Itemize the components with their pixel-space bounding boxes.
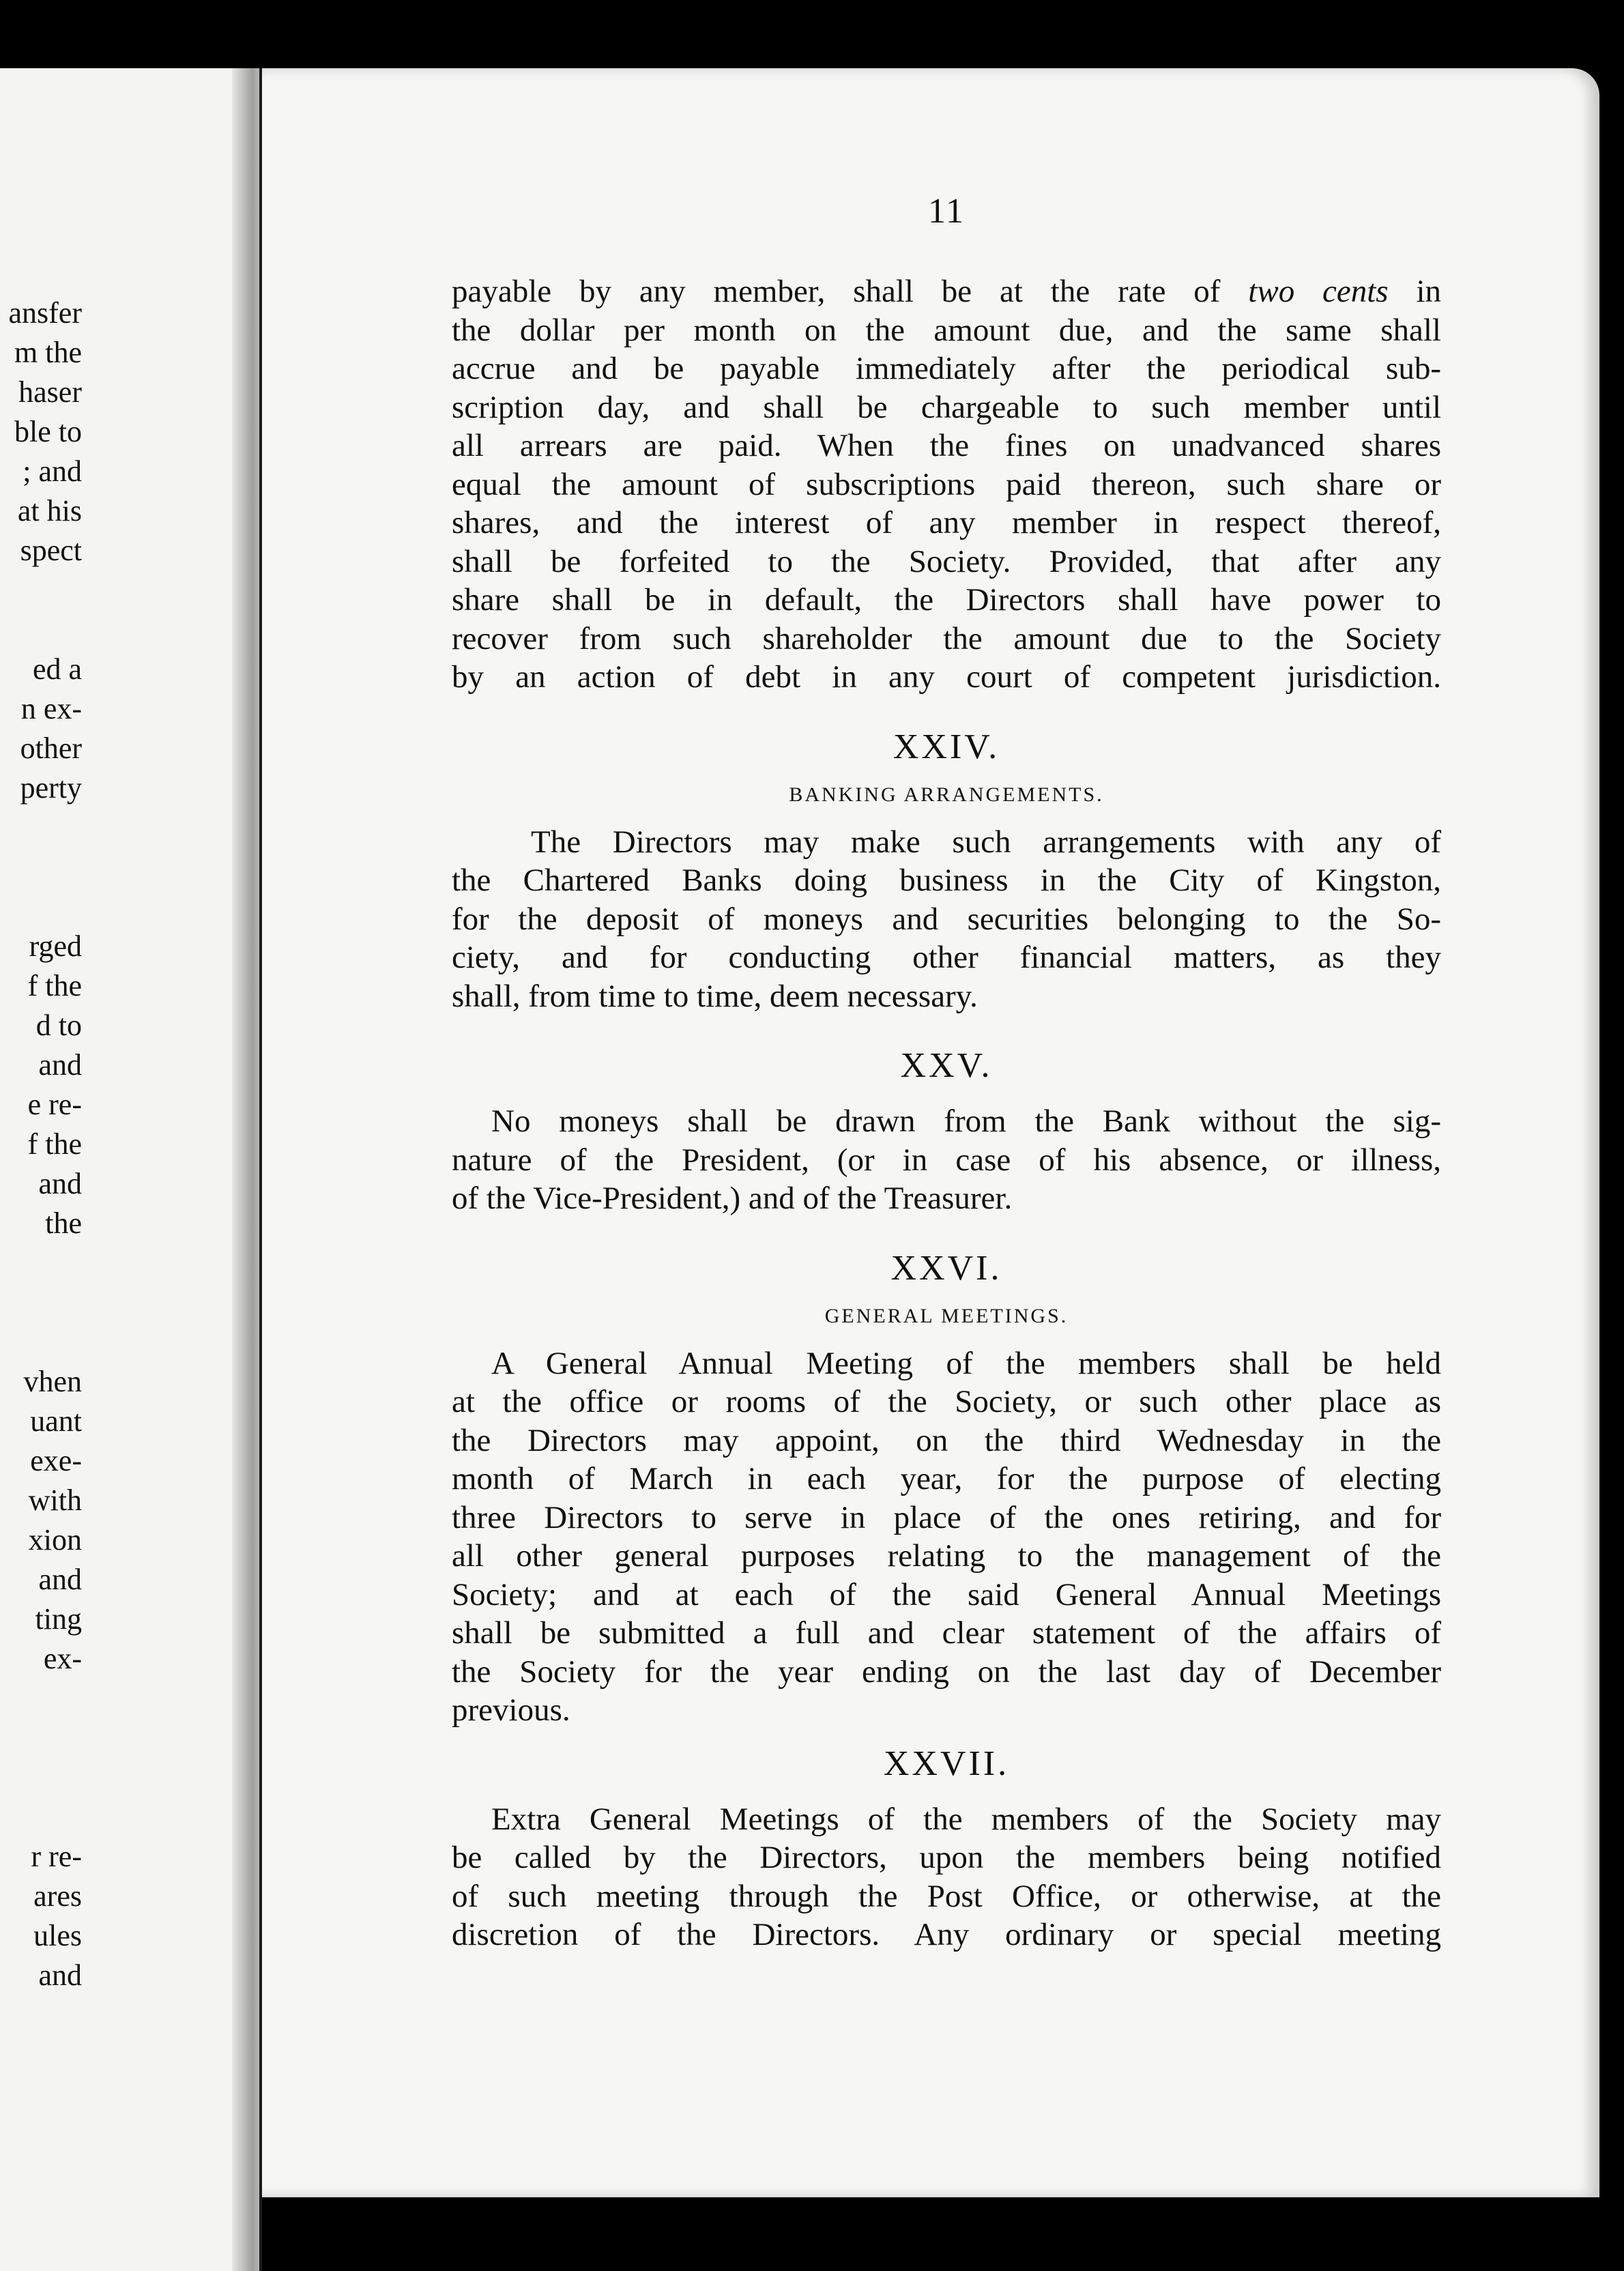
previous-page-line-fragment: e re- — [27, 1088, 82, 1121]
previous-page-line-fragment: with — [28, 1484, 82, 1517]
text-line: for the deposit of moneys and securities belonging to the So- — [452, 901, 1441, 937]
text-line: of such meeting through the Post Office, or otherwise, at the — [452, 1878, 1441, 1914]
article-27-text — [452, 1800, 1441, 1954]
previous-page-line-fragment: ting — [35, 1602, 82, 1636]
text-line: shares, and the interest of any member in respect thereof, — [452, 505, 1441, 540]
previous-page-line-fragment: and — [38, 1048, 82, 1082]
italic-text: two cents — [1248, 274, 1389, 309]
previous-page-line-fragment: at his — [17, 494, 82, 527]
text-line: share shall be in default, the Directors shall have power to — [452, 582, 1441, 618]
article-number: XXIV. — [893, 727, 1000, 766]
text-line: nature of the President, (or in case of his absence, or illness, — [452, 1142, 1441, 1178]
text-line: ciety, and for conducting other financial matters, as they — [452, 940, 1441, 975]
article-25-text — [452, 1102, 1441, 1218]
text-line: the Society for the year ending on the last day of December — [452, 1653, 1441, 1690]
previous-page-line-fragment: ansfer — [8, 296, 82, 330]
text-line: shall be submitted a full and clear statement of the affairs of — [452, 1615, 1441, 1651]
text-line: A General Annual Meeting of the members shall be held — [491, 1345, 1441, 1381]
text-line: of the Vice-President,) and of the Treasurer. — [452, 1181, 1013, 1216]
paragraph-continued — [452, 272, 1441, 697]
text-line: discretion of the Directors. Any ordinary or special meeting — [452, 1917, 1441, 1952]
text-line: payable by any member, shall be at the rate of two cents in — [452, 274, 1442, 309]
previous-page-line-fragment: the — [45, 1206, 82, 1240]
previous-page-line-fragment: m the — [14, 336, 82, 369]
previous-page-line-fragment: perty — [20, 771, 82, 805]
previous-page-line-fragment: and — [38, 1167, 82, 1200]
previous-page-line-fragment: f the — [27, 1127, 82, 1161]
text-line: equal the amount of subscriptions paid thereon, such share or — [452, 466, 1441, 502]
previous-page-line-fragment: ed a — [32, 652, 82, 686]
previous-page-line-fragment: haser — [18, 375, 82, 409]
text-line: all arrears are paid. When the fines on unadvanced shares — [452, 428, 1441, 463]
text-line: accrue and be payable immediately after the periodical sub- — [452, 351, 1441, 386]
previous-page-line-fragment: ares — [33, 1879, 82, 1913]
article-heading: GENERAL MEETINGS. — [824, 1304, 1069, 1327]
previous-page-line-fragment: f the — [27, 969, 82, 1002]
previous-page-line-fragment: exe- — [30, 1444, 82, 1477]
previous-page — [0, 68, 262, 2271]
text-line: Society; and at each of the said General Annual Meetings — [452, 1576, 1441, 1612]
text-line: month of March in each year, for the purpose of electing — [452, 1461, 1441, 1496]
text-line: be called by the Directors, upon the members being notified — [452, 1840, 1441, 1875]
previous-page-line-fragment: d to — [35, 1009, 82, 1042]
text-line: the Directors may appoint, on the third Wednesday in the — [452, 1422, 1441, 1458]
previous-page-line-fragment: xion — [28, 1523, 82, 1557]
page-number: 11 — [927, 192, 966, 231]
text-line: previous. — [452, 1692, 570, 1728]
previous-page-line-fragment: uant — [30, 1404, 82, 1438]
text-line: the dollar per month on the amount due, and the same shall — [452, 312, 1441, 348]
text-line: Extra General Meetings of the members of the Society may — [491, 1801, 1441, 1837]
previous-page-line-fragment: spect — [20, 534, 82, 567]
text-line: shall, from time to time, deem necessary. — [452, 978, 978, 1014]
article-heading: BANKING ARRANGEMENTS. — [789, 783, 1104, 806]
text-line: all other general purposes relating to the management of the — [452, 1538, 1441, 1574]
previous-page-line-fragment: ex- — [43, 1642, 82, 1675]
previous-page-line-fragment: r re- — [31, 1840, 82, 1873]
previous-page-line-fragment: and — [38, 1958, 82, 1992]
article-number: XXVII. — [883, 1744, 1010, 1783]
text-line: three Directors to serve in place of the ones retiring, and for — [452, 1499, 1441, 1535]
previous-page-line-fragment: ble to — [14, 415, 82, 448]
previous-page-line-fragment: and — [38, 1563, 82, 1596]
previous-page-line-fragment: ; and — [23, 454, 82, 488]
article-24-text — [452, 823, 1441, 1016]
text-line: scription day, and shall be chargeable to such member until — [452, 389, 1441, 425]
text-line: the Chartered Banks doing business in the City of Kingston, — [452, 863, 1441, 898]
text-line: by an action of debt in any court of competent jurisdiction. — [452, 659, 1441, 695]
previous-page-line-fragment: rged — [29, 929, 82, 963]
previous-page-line-fragment: ules — [33, 1919, 82, 1952]
text-line: shall be forfeited to the Society. Provided, that after any — [452, 543, 1441, 579]
text-line: recover from such shareholder the amount due to the Society — [452, 620, 1441, 656]
article-number: XXV. — [900, 1046, 993, 1085]
previous-page-line-fragment: n ex- — [20, 692, 82, 725]
text-line: The Directors may make such arrangements with any of — [531, 824, 1441, 860]
article-number: XXVI. — [890, 1248, 1002, 1288]
page-text — [452, 191, 1441, 1954]
text-line: No moneys shall be drawn from the Bank without the sig- — [491, 1103, 1441, 1139]
previous-page-line-fragment: vhen — [23, 1365, 82, 1398]
text-line: at the office or rooms of the Society, or such other place as — [452, 1384, 1441, 1419]
previous-page-line-fragment: other — [20, 732, 82, 765]
article-26-text — [452, 1344, 1441, 1730]
